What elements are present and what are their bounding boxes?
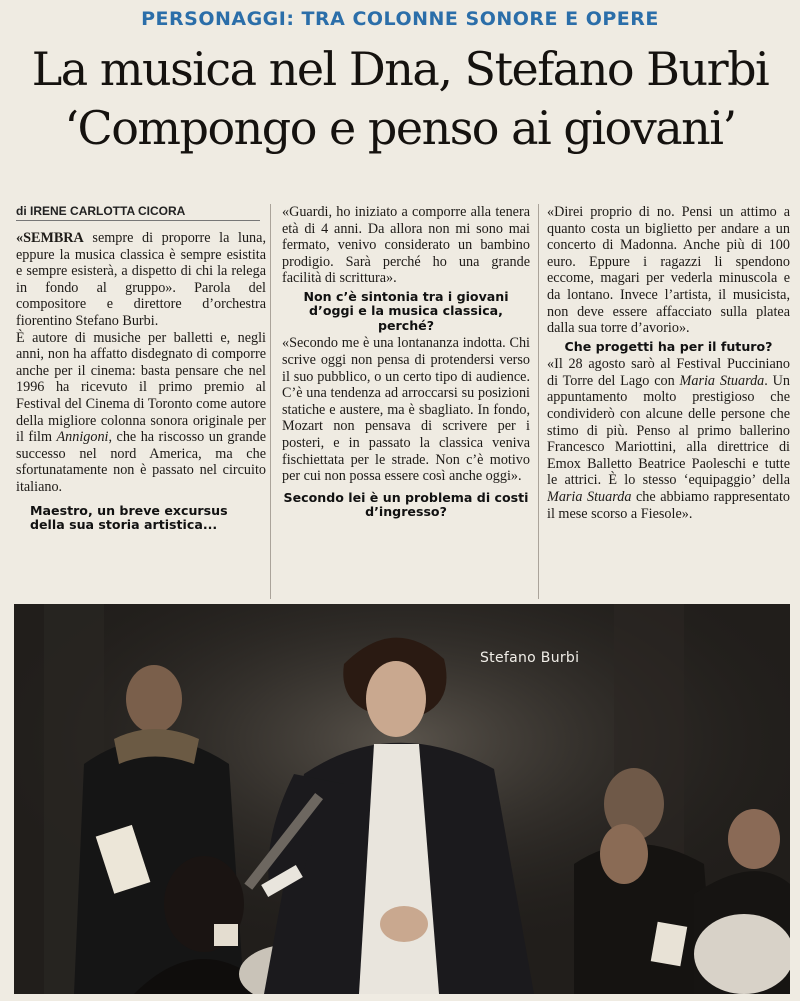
section-kicker: PERSONAGGI: TRA COLONNE SONORE E OPERE	[141, 8, 659, 30]
headline	[0, 40, 800, 158]
column-rule	[538, 204, 539, 599]
paragraph-text: , che ha riscosso un grande successo nel nord America, ma che sfortunatamente non è passato nel circuito italiano.	[16, 429, 266, 495]
headline-line-1: La musica nel Dna, Stefano Burbi	[31, 42, 769, 96]
paragraph	[16, 230, 266, 330]
headline-line-2: ‘Compongo e penso ai giovani’	[64, 101, 736, 155]
photo-caption: Stefano Burbi	[480, 650, 580, 666]
article-column-3	[547, 204, 790, 522]
byline-prefix: di	[16, 204, 27, 218]
column-rule	[270, 204, 271, 599]
opera-title: Maria Stuarda	[547, 489, 632, 505]
paragraph: «Guardi, ho iniziato a comporre alla tenera età di 4 anni. Da allora non mi sono mai fermato, venivo considerato un bambino prodigio. Sarà perché ho una grande facilità di scrittura».	[282, 204, 530, 287]
lead-word: «SEMBRA	[16, 230, 84, 246]
paragraph	[547, 356, 790, 522]
paragraph: «Secondo me è una lontananza indotta. Chi scrive oggi non pensa di protendersi verso il suo pubblico, o un certo tipo di audience. C’è una tendenza ad arroccarsi su posizioni statiche e austere, ma è sbagliato. In fondo, Mozart non pensava di scrivere per i posteri, e in passato la classica veniva fischiettata per le strade. Non c’è motivo per cui non possa essere così anche oggi».	[282, 335, 530, 485]
paragraph-text: che abbiamo rappresentato il mese scorso a Fiesole».	[547, 489, 790, 522]
byline-author: IRENE CARLOTTA CICORA	[30, 204, 186, 218]
conductor-photo	[14, 604, 790, 994]
film-title: Annigoni	[56, 429, 109, 446]
interview-question: Non c’è sintonia tra i giovani d’oggi e la musica classica, perché?	[303, 288, 509, 333]
article-column-1	[16, 230, 266, 535]
byline	[16, 204, 260, 221]
article-column-2	[282, 204, 530, 522]
paragraph-text: . Un appuntamento molto prestigioso che condividerò con alcune delle persone che stimo di più. Penso al primo ballerino Francesco Mariottini, alla direttrice di Emox Balletto Beatrice Paoleschi e tutte le attrici. È lo stesso ‘equipaggio’ della	[547, 372, 791, 489]
photo-illustration	[14, 604, 790, 994]
paragraph	[16, 330, 266, 496]
paragraph: «Direi proprio di no. Pensi un attimo a quanto costa un biglietto per andare a un concerto di Madonna. Anche più di 100 euro. Eppure i ragazzi li spendono eccome, magari per vederla minuscola e da lontano. Invece l’artista, il musicista, non deve essere affacciato sulla platea dalla sua torre d’avorio».	[547, 204, 790, 337]
interview-question: Maestro, un breve excursus della sua storia artistica...	[30, 502, 228, 532]
interview-question: Secondo lei è un problema di costi d’ingresso?	[283, 489, 529, 520]
opera-title: Maria Stuarda	[679, 372, 765, 389]
interview-question: Che progetti ha per il futuro?	[564, 338, 773, 354]
paragraph-text: È autore di musiche per balletti e, negli anni, non ha affatto disdegnato di comporre anche per il cinema: basta pensare che nel 1996 ha ricevuto il primo premio al Festival del Cinema di Toronto come autore della migliore colonna sonora originale per il film	[16, 329, 266, 446]
paragraph-text: sempre di proporre la luna, eppure la musica classica è sempre esistita e sempre esisterà, a dispetto di chi la relega in fondo al gruppo». Parola del compositore e direttore d’orchestra fiorentino Stefano Burbi.	[16, 230, 266, 329]
paragraph-text: «Il 28 agosto sarò al Festival Pucciniano di Torre del Lago con	[547, 356, 790, 389]
